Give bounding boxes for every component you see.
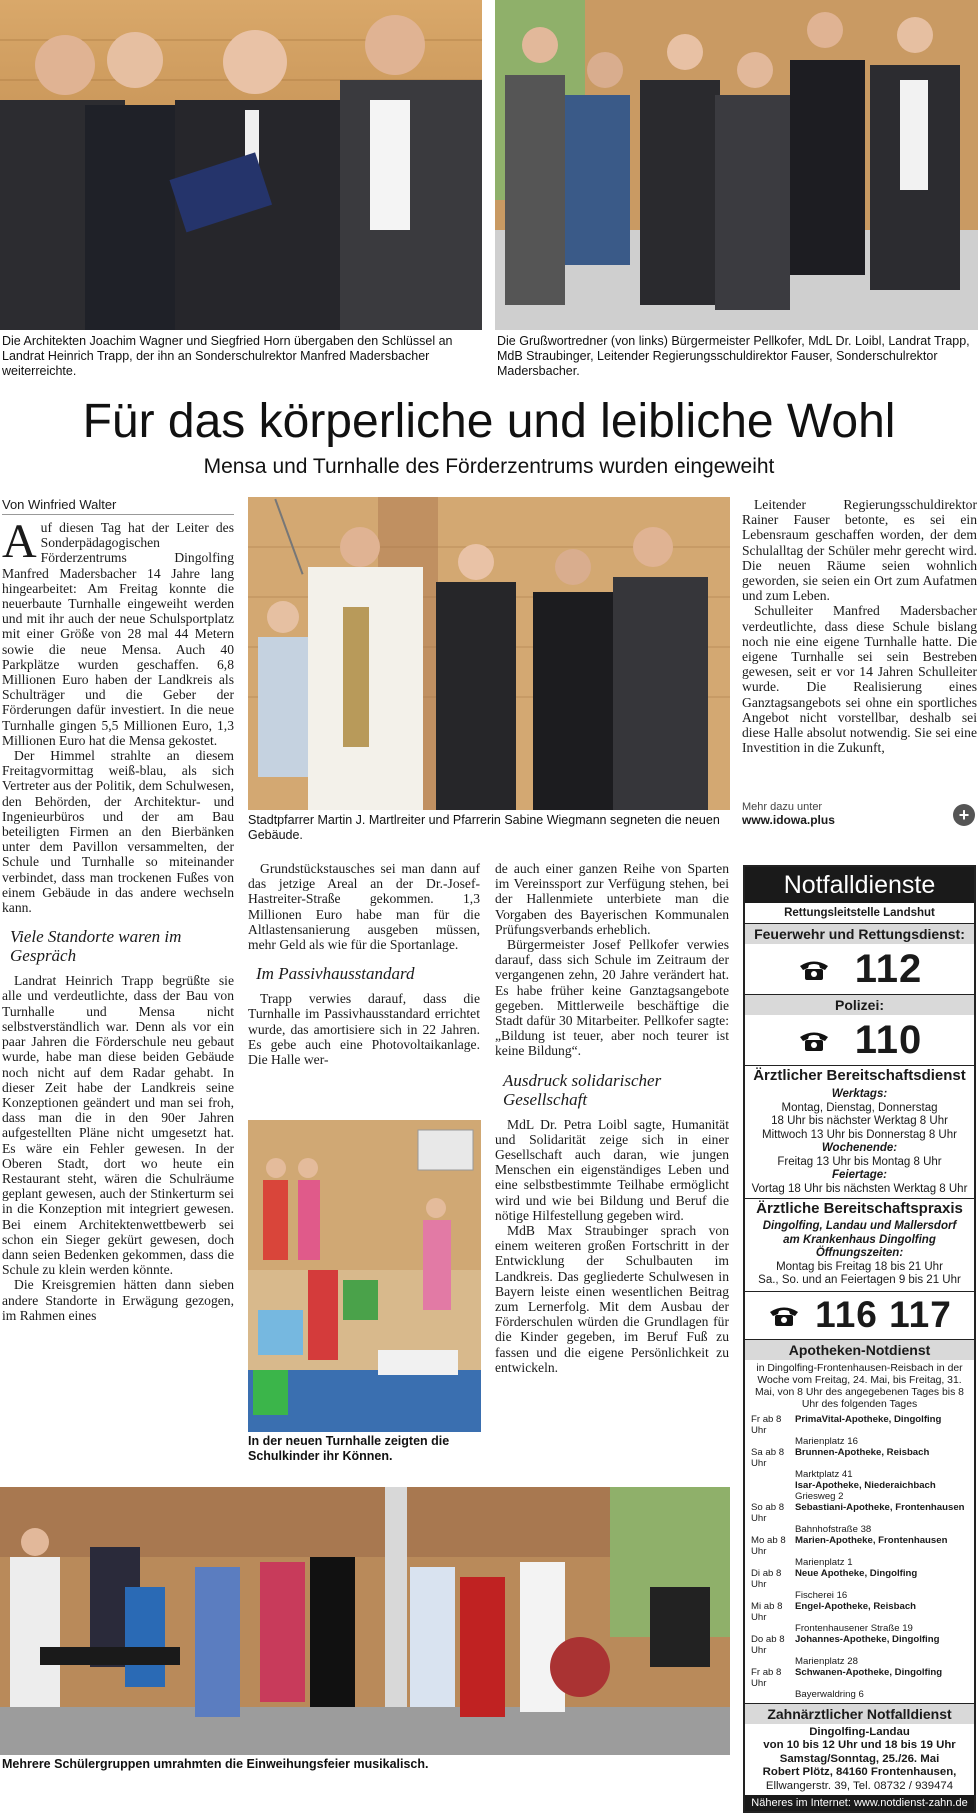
- pharmacy-address: Marienplatz 1: [795, 1556, 853, 1568]
- pharmacy-name: Engel-Apotheke, Reisbach: [795, 1600, 917, 1612]
- pharmacy-entry: [751, 1568, 968, 1590]
- pharmacy-entry: [751, 1480, 968, 1491]
- weekdays-label: Werktags:: [831, 1088, 888, 1100]
- pharmacy-day: Mo ab 8 Uhr: [751, 1534, 786, 1557]
- pharmacy-address: Marktplatz 41: [795, 1468, 853, 1480]
- article-paragraph: Die Kreisgremien hätten dann sieben andere Standorte in Erwägung gezogen, im Rahmen eines: [2, 1277, 234, 1323]
- medical-duty-title: Ärztlicher Bereitschaftsdienst: [745, 1065, 974, 1086]
- pharmacy-address: Griesweg 2: [795, 1490, 844, 1502]
- pharmacy-intro: in Dingolfing-Frontenhausen-Reisbach in der Woche vom Freitag, 24. Mai, bis Freitag, 31. Mai, von 8 Uhr des angegebenen Tages bis 8 Uhr des folgenden Tages: [755, 1362, 964, 1410]
- caption-photo-speakers: Die Grußwortredner (von links) Bürgermeister Pellkofer, MdL Dr. Loibl, Landrat Trapp, MdB Straubinger, Leitender Regierungsschuldirektor Fauser, Sonderschulrektor Madersbacher.: [497, 334, 970, 378]
- photo-speakers: [495, 0, 978, 330]
- article-paragraph: uf diesen Tag hat der Leiter des Sonderpädagogischen Förderzentrums Dingolfing Manfred Madersbacher 14 Jahre lang hingearbeitet: Am Freitag konnte die neuerbaute Turnhalle eingeweiht werden und mit ihr auch der neue Schulsportplatz mit einer Größe von 28 mal 44 Metern sowie die neue Mensa. Auch 40 Parkplätze wurden geschaffen. 6,8 Millionen Euro haben der Landkreis als Schulträger und die Geber der Förderungen dafür investiert. In die neue Turnhalle gingen 5,5 Millionen Euro, 1,3 Millionen Euro hat die Mensa gekostet.: [2, 520, 234, 748]
- section-heading: Im Passivhausstandard: [256, 964, 415, 984]
- pharmacy-address: Frontenhausener Straße 19: [795, 1622, 913, 1634]
- fire-rescue-number[interactable]: 112: [854, 946, 923, 991]
- weekend-label: Wochenende:: [821, 1142, 898, 1154]
- pharmacy-address: Bayerwaldring 6: [795, 1688, 864, 1700]
- caption-photo-key-handover: Die Architekten Joachim Wagner und Siegfried Horn übergaben den Schlüssel an Landrat Heinrich Trapp, der ihn an Sonderschulrektor Manfred Madersbacher weiterreichte.: [2, 334, 453, 378]
- article-column-1: [2, 515, 234, 1323]
- photo-blessing: [248, 497, 730, 810]
- dental-web-link[interactable]: Näheres im Internet: www.notdienst-zahn.de: [745, 1795, 974, 1811]
- subheadline: Mensa und Turnhalle des Förderzentrums wurden eingeweiht: [203, 455, 775, 478]
- dispatch-center: Rettungsleitstelle Landshut: [745, 903, 974, 924]
- photo-key-handover: [0, 0, 482, 330]
- pharmacy-entry: [751, 1535, 968, 1557]
- article-paragraph: Trapp verwies darauf, dass die Turnhalle im Passivhausstandard errichtet wurde, das amortisiere sich in 22 Jahren. Es gebe auch eine Photovoltaikanlage. Die Halle wer-: [248, 991, 480, 1068]
- photo-gym: [248, 1120, 481, 1432]
- medical-number-row: [745, 1291, 974, 1339]
- police-number[interactable]: 110: [854, 1017, 923, 1062]
- pharmacy-entry: [751, 1634, 968, 1656]
- opening-hours-label: Öffnungszeiten:: [815, 1247, 904, 1259]
- pharmacy-day: Mi ab 8 Uhr: [751, 1600, 783, 1623]
- pharmacy-entry: [751, 1502, 968, 1524]
- dental-date: Samstag/Sonntag, 25./26. Mai: [779, 1752, 940, 1765]
- dental-name: Robert Plötz, 84160 Frontenhausen,: [762, 1766, 957, 1778]
- article-paragraph: Landrat Heinrich Trapp begrüßte sie alle und verdeutlichte, dass der Bau von Turnhalle und Mensa nicht selbstverständlich war. Denn als vor ein paar Jahren die Förderschule neu gebaut wurde, habe man diese beiden Gebäude noch nicht auf dem Radar gehabt. In dieser Zeit habe der Landkreis seine Konzeptionen geändert und man sei froh, dass man die in den 90er Jahren aufgestellten Pläne nicht umgesetzt hat. Es wäre ein Fehler gewesen. In der Oberen Stadt, dort wo heute ein Restaurant steht, wären die Schulräume geplant gewesen, auch der Stinkerturm sei in die Konzeption mit integriert gewesen. Bei einem Architektenwettbewerb sei schon ein Sieger gekürt gewesen, doch dann seien Bedenken gekommen, dass die Schule zu klein werden könnte.: [2, 973, 234, 1278]
- weekdays-days: Montag, Dienstag, Donnerstag: [781, 1101, 938, 1114]
- pharmacy-day: Di ab 8 Uhr: [751, 1567, 782, 1590]
- opening-hours-1: Montag bis Freitag 18 bis 21 Uhr: [776, 1260, 943, 1273]
- pharmacy-name: Johannes-Apotheke, Dingolfing: [795, 1633, 940, 1645]
- pharmacy-day: Do ab 8 Uhr: [751, 1633, 785, 1656]
- pharmacy-list: [745, 1414, 974, 1700]
- section-heading: Viele Standorte waren im Gespräch: [10, 927, 182, 966]
- medical-number[interactable]: 116 117: [815, 1294, 952, 1335]
- pharmacy-day: So ab 8 Uhr: [751, 1501, 785, 1524]
- holidays-time: Vortag 18 Uhr bis nächsten Werktag 8 Uhr: [751, 1182, 968, 1195]
- practice-location-1: Dingolfing, Landau und Mallersdorf: [762, 1220, 957, 1232]
- caption-photo-gym: In der neuen Turnhalle zeigten die Schulkinder ihr Können.: [248, 1434, 450, 1463]
- emergency-title: Notfalldienste: [745, 867, 974, 903]
- more-url[interactable]: www.idowa.plus: [742, 813, 835, 827]
- caption-photo-music: Mehrere Schülergruppen umrahmten die Einweihungsfeier musikalisch.: [2, 1757, 429, 1771]
- pharmacy-name: Schwanen-Apotheke, Dingolfing: [795, 1666, 943, 1678]
- more-link[interactable]: [742, 801, 977, 827]
- article-paragraph: Schulleiter Manfred Madersbacher verdeutlichte, dass diese Schule bislang noch nie eine eigene Turnhalle hatte. Die eigene Turnhalle sei sein Bestreben gewesen, seit er vor 14 Jahren Schulleiter wurde. Die Realisierung eines Ganztagsangebots sei ohne ein sportliches Angebot nicht vorstellbar, deshalb sei diese Halle absolut notwendig. Sie sei eine Investition in die Zukunft,: [742, 603, 977, 756]
- caption-photo-blessing: Stadtpfarrer Martin J. Martlreiter und Pfarrerin Sabine Wiegmann segneten die neuen Gebäude.: [248, 813, 720, 842]
- emergency-services-box: [743, 865, 976, 1813]
- fire-rescue-number-row: [745, 944, 974, 994]
- weekdays-time-1: 18 Uhr bis nächster Werktag 8 Uhr: [771, 1115, 948, 1127]
- dropcap: A: [2, 515, 37, 568]
- police-number-row: [745, 1015, 974, 1065]
- plus-icon[interactable]: +: [953, 804, 975, 826]
- pharmacy-name: PrimaVital-Apotheke, Dingolfing: [795, 1413, 942, 1425]
- pharmacy-day: Fr ab 8 Uhr: [751, 1413, 782, 1436]
- opening-hours-2: Sa., So. und an Feiertagen 9 bis 21 Uhr: [758, 1274, 961, 1286]
- practice-location-2: am Krankenhaus Dingolfing: [783, 1233, 936, 1246]
- pharmacy-address: Marienplatz 16: [795, 1435, 858, 1447]
- byline: Von Winfried Walter: [2, 497, 234, 515]
- telephone-icon: [767, 1303, 801, 1327]
- article-paragraph: MdB Max Straubinger sprach von einem weiteren großen Fortschritt in der Entwicklung der Schulbauten im Landkreis. Das gegliederte Schulwesen in Bayern leiste einen wesentlichen Beitrag zum Lernerfolg. Mit dem Ausbau der Förderschulen würden die Grundlagen für die Kinder gegeben, im Beruf Fuß zu fassen und die eigene Persönlichkeit zu entwickeln.: [495, 1223, 729, 1375]
- pharmacy-entry: [751, 1414, 968, 1436]
- pharmacy-name: Marien-Apotheke, Frontenhausen: [795, 1534, 948, 1546]
- pharmacy-name: Sebastiani-Apotheke, Frontenhausen: [795, 1501, 965, 1513]
- more-label: Mehr dazu unter: [742, 801, 823, 813]
- article-column-3: [495, 861, 729, 1375]
- pharmacy-title: Apotheken-Notdienst: [745, 1339, 974, 1360]
- dental-time: von 10 bis 12 Uhr und 18 bis 19 Uhr: [763, 1739, 956, 1751]
- pharmacy-address: Fischerei 16: [795, 1589, 848, 1601]
- pharmacy-day: Fr ab 8 Uhr: [751, 1666, 782, 1689]
- holidays-label: Feiertage:: [832, 1169, 887, 1181]
- photo-music: [0, 1487, 730, 1755]
- article-column-4: [742, 497, 977, 755]
- pharmacy-entry: [751, 1667, 968, 1689]
- article-paragraph: Leitender Regierungsschuldirektor Rainer Fauser betonte, es sei ein Lebensraum geschaffen worden, der dem Schulalltag der Schüler mehr gerecht wird. Die neuen Räume seien wohnlich geworden, sie seien ein Ort zum Aufatmen und zum Leben.: [742, 497, 977, 604]
- medical-practice-title: Ärztliche Bereitschaftspraxis: [745, 1198, 974, 1219]
- weekdays-time-2: Mittwoch 13 Uhr bis Donnerstag 8 Uhr: [762, 1128, 957, 1141]
- dental-region: Dingolfing-Landau: [809, 1725, 910, 1738]
- pharmacy-entry: [751, 1447, 968, 1469]
- pharmacy-entry: [751, 1601, 968, 1623]
- headline: Für das körperliche und leibliche Wohl: [82, 395, 896, 448]
- article-paragraph: de auch einer ganzen Reihe von Sparten im Vereinssport zur Verfügung stehen, bei der Hallenmiete unterbiete man die Vorgaben des Bayerischen Kommunalen Prüfungsverbands erheblich.: [495, 861, 729, 937]
- article-paragraph: MdL Dr. Petra Loibl sagte, Humanität und Solidarität zeige sich in einer Gesellschaft auch daran, wie jungen Menschen ein eigenständiges Leben und eine selbstbestimmte Teilhabe ermöglicht wird und wie bei Bildung und Beruf die nötige Hilfestellung gegeben wird.: [495, 1116, 729, 1223]
- pharmacy-name: Brunnen-Apotheke, Reisbach: [795, 1446, 930, 1458]
- telephone-icon: [797, 957, 831, 981]
- pharmacy-day: Sa ab 8 Uhr: [751, 1446, 785, 1469]
- pharmacy-name: Neue Apotheke, Dingolfing: [795, 1567, 918, 1579]
- dental-title: Zahnärztlicher Notfalldienst: [745, 1703, 974, 1724]
- section-heading: Ausdruck solidarischer Gesellschaft: [503, 1070, 662, 1109]
- weekend-time: Freitag 13 Uhr bis Montag 8 Uhr: [777, 1155, 942, 1168]
- pharmacy-address: Marienplatz 28: [795, 1655, 858, 1667]
- article-paragraph: Bürgermeister Josef Pellkofer verwies darauf, dass sich Schule im Zeitraum der vergangenen zehn, 20 Jahre verändert hat. Es habe früher keine Ganztagsangebote gegeben. Mittlerweile beschäftige die Stadt dafür 30 Mitarbeiter. Pellkofer sagte: „Bildung ist teuer, aber noch teurer ist keine Bildung“.: [495, 937, 729, 1059]
- article-column-2: [248, 861, 480, 1067]
- pharmacy-name: Isar-Apotheke, Niederaichbach: [795, 1479, 936, 1491]
- dental-address: Ellwangerstr. 39, Tel. 08732 / 939474: [765, 1779, 954, 1792]
- pharmacy-day: [751, 1480, 795, 1491]
- pharmacy-address: Bahnhofstraße 38: [795, 1523, 872, 1535]
- article-paragraph: Der Himmel strahlte an diesem Freitagvormittag weiß-blau, als sich Vertreter aus der Politik, dem Schulwesen, den Behörden, der Architektur- und Ingenieurbüros und der am Bau beteiligten Firmen an den Bierbänken unter dem Pavillon versammelten, der Schule und Turnhalle so miteinander verbindet, dass man trockenen Fußes von einem Gebäude in das andere wechseln kann.: [2, 748, 234, 916]
- telephone-icon: [797, 1028, 831, 1052]
- article-paragraph: Grundstückstausches sei man dann auf das jetzige Areal an der Dr.-Josef-Hastreiter-Straße gekommen. 1,3 Millionen Euro habe man für die Altlastensanierung ausgeben müssen, mehr Geld als wie für die Sportanlage.: [248, 861, 480, 953]
- fire-rescue-label: Feuerwehr und Rettungsdienst:: [745, 924, 974, 944]
- police-label: Polizei:: [745, 994, 974, 1015]
